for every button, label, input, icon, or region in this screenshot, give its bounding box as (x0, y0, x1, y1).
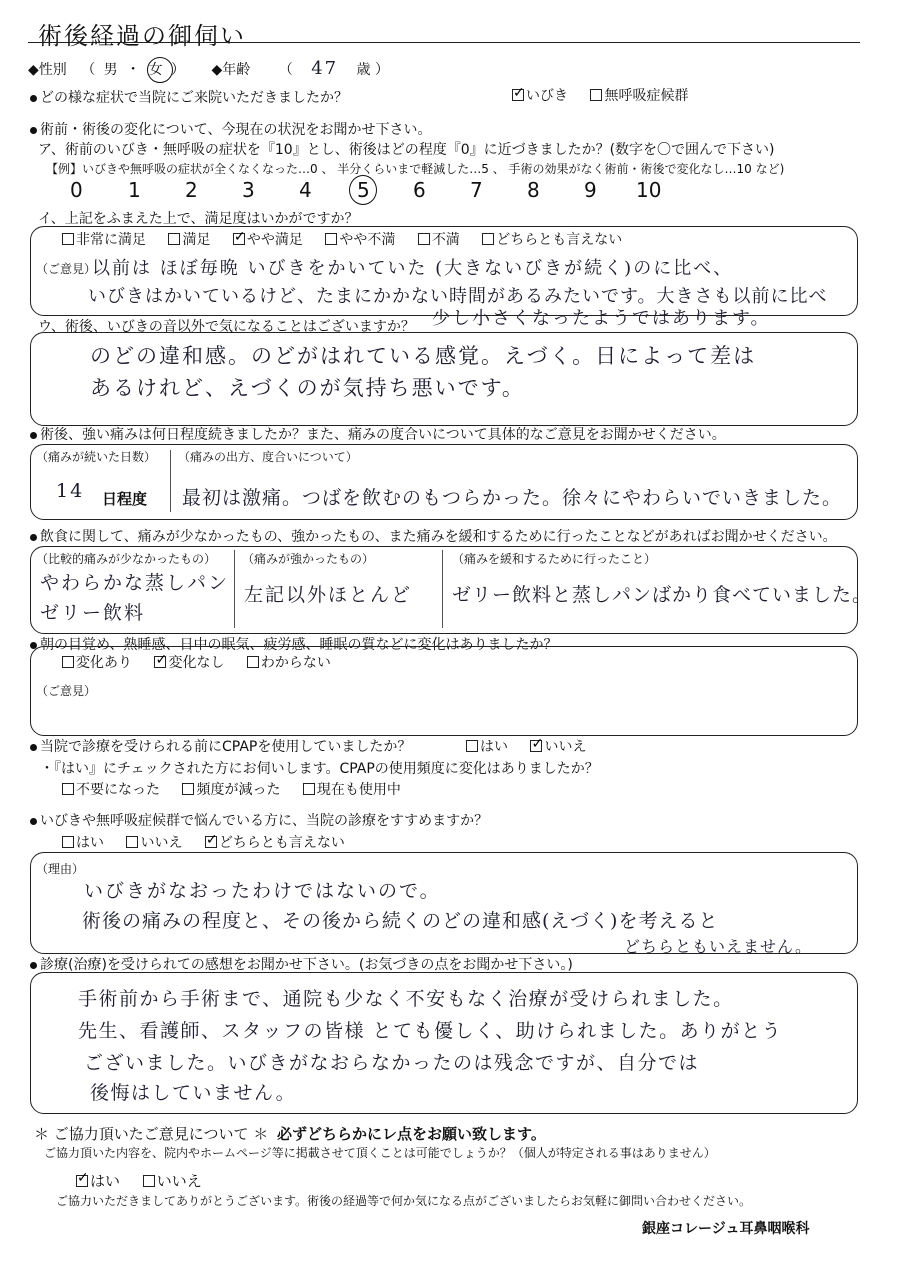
checkbox-icon (512, 89, 524, 101)
pain-days-value[interactable]: 14 (56, 480, 85, 502)
checkbox-icon (530, 740, 542, 752)
opinion-line-3[interactable]: 少し小さくなったようではあります。 (432, 308, 771, 329)
checkbox-icon (325, 233, 337, 245)
u-line-1[interactable]: のどの違和感。のどがはれている感覚。えづく。日によって差は (90, 344, 757, 368)
q8-question: 診療(治療)を受けられての感想をお聞かせ下さい。(お気づきの点をお聞かせ下さい。) (40, 957, 573, 973)
bullet-dot (30, 962, 37, 969)
impression-line-1[interactable]: 手術前から手術まで、通院も少なく不安もなく治療が受けられました。 (78, 988, 734, 1010)
bullet-dot (30, 432, 37, 439)
q2-sub-i: イ、上記をふまえた上で、満足度はいかがですか？ (38, 211, 359, 227)
age-value[interactable]: 47 (311, 58, 339, 79)
sleep-unknown[interactable]: わからない (247, 654, 331, 672)
consent-yes[interactable]: ✓はい (76, 1170, 120, 1191)
bullet-dot (30, 95, 37, 102)
satisfaction-neither[interactable]: どちらとも言えない (482, 231, 622, 249)
sex-value[interactable]: （ 男 ・ 女 ） (81, 62, 188, 78)
checkbox-icon (62, 233, 74, 245)
scale-7[interactable]: 7 (470, 178, 483, 202)
checkbox-icon (303, 783, 315, 795)
q6-options (466, 738, 604, 756)
impression-line-2[interactable]: 先生、看護師、スタッフの皆様 とても優しく、助けられました。ありがとう (78, 1020, 783, 1042)
pain-days-label: （痛みが続いた日数） (36, 450, 157, 464)
u-line-2[interactable]: あるけれど、えづくのが気持ち悪いです。 (90, 376, 525, 400)
q1-question: どの様な症状で当院にご来院いただきましたか？ (40, 90, 348, 106)
checkbox-icon (126, 836, 138, 848)
food-col1-label: （比較的痛みが少なかったもの） (36, 552, 217, 566)
scale-6[interactable]: 6 (413, 178, 426, 202)
q1-options (512, 87, 706, 105)
q7-question: いびきや無呼吸症候群で悩んでいる方に、当院の診療をすすめますか？ (40, 813, 489, 829)
consent-question: ご協力頂いた内容を、院内やホームページ等に掲載させて頂くことは可能でしょうか？（個人が特定される事はありません） (44, 1146, 716, 1160)
food-col2-value[interactable]: 左記以外ほとんど (244, 584, 413, 606)
satisfaction-satisfied[interactable]: 満足 (168, 231, 210, 249)
scale-1[interactable]: 1 (128, 178, 141, 202)
checkbox-icon (76, 1175, 88, 1187)
food-col2-label: （痛みが強かったもの） (242, 552, 375, 566)
pain-days-unit: 日程度 (102, 490, 148, 508)
food-col1-line-2[interactable]: ゼリー飲料 (40, 602, 146, 624)
scale-3[interactable]: 3 (242, 178, 255, 202)
scale-5[interactable]: 5 (357, 178, 370, 202)
profile-row (28, 60, 389, 79)
sleep-changed[interactable]: 変化あり (62, 654, 132, 672)
satisfaction-somewhat[interactable]: ✓ やや満足 (233, 231, 303, 249)
checkbox-icon (154, 656, 166, 668)
bullet-dot (30, 127, 37, 134)
q1-option-apnea[interactable]: 無呼吸症候群 (590, 87, 688, 105)
title-rule (28, 42, 860, 43)
sex-label: ◆性別 (28, 62, 67, 78)
checkbox-icon (205, 836, 217, 848)
checkbox-icon (418, 233, 430, 245)
food-col3-value[interactable]: ゼリー飲料と蒸しパンばかり食べていました。 (452, 584, 873, 606)
checkbox-icon (590, 89, 602, 101)
age-unit: 歳 ） (356, 62, 389, 78)
q2-example: 【例】いびきや無呼吸の症状が全くなくなった…0 、 半分くらいまで軽減した…5 、 手術の効果がなく術前・術後で変化なし…10 など) (46, 162, 785, 176)
impression-line-4[interactable]: 後悔はしていません。 (90, 1082, 297, 1104)
q1-option-snoring[interactable]: ✓ いびき (512, 87, 568, 105)
thanks-text: ご協力いただきましてありがとうございます。術後の経過等で何か気になる点がございましたらお気軽に御問い合わせください。 (56, 1194, 752, 1208)
divider (442, 550, 443, 628)
cpap-less-frequent[interactable]: 頻度が減った (182, 781, 280, 799)
reason-line-2[interactable]: 術後の痛みの程度と、その後から続くのどの違和感(えづく)を考えると (82, 910, 719, 932)
impression-line-3[interactable]: ございました。いびきがなおらなかったのは残念ですが、自分では (84, 1052, 700, 1074)
q6-question: 当院で診療を受けられる前にCPAPを使用していましたか？ (40, 739, 412, 755)
cpap-still-using[interactable]: 現在も使用中 (303, 781, 401, 799)
q5-options (62, 654, 349, 672)
bullet-dot (30, 534, 37, 541)
pain-detail-label: （痛みの出方、度合いについて） (178, 450, 358, 464)
opinion-line-2[interactable]: いびきはかいているけど、たまにかかない時間があるみたいです。大きさも以前に比べ (88, 286, 828, 307)
satisfaction-unsatisfied[interactable]: 不満 (418, 231, 460, 249)
q2-sub-u: ウ、術後、いびきの音以外で気になることはございますか？ (38, 319, 415, 335)
page-title: 術後経過の御伺い (38, 22, 246, 50)
scale-10[interactable]: 10 (636, 178, 662, 202)
cpap-not-needed[interactable]: 不要になった (62, 781, 160, 799)
pain-detail-value[interactable]: 最初は激痛。つばを飲むのもつらかった。徐々にやわらいでいきました。 (182, 487, 843, 509)
consent-heading-left: ＊ ご協力頂いたご意見について ＊ (34, 1125, 269, 1143)
consent-options (76, 1170, 220, 1191)
cpap-yes[interactable]: はい (466, 738, 508, 756)
bullet-dot (30, 744, 37, 751)
food-col3-label: （痛みを緩和するために行ったこと） (452, 552, 657, 566)
q7-options (62, 834, 363, 852)
recommend-yes[interactable]: はい (62, 834, 104, 852)
q6-followup: ・『はい』にチェックされた方にお伺いします。CPAPの使用頻度に変化はありましたか？ (40, 761, 599, 777)
q2-sub-a: ア、術前のいびき・無呼吸の症状を『10』とし、術後はどの程度『0』に近づきましたか？(数字を〇で囲んで下さい) (38, 142, 775, 158)
age-label: ◆年齢 (211, 62, 251, 78)
clinic-name: 銀座コレージュ耳鼻咽喉科 (642, 1221, 810, 1237)
checkbox-icon (62, 836, 74, 848)
q2-question: 術前・術後の変化について、今現在の状況をお聞かせ下さい。 (40, 122, 432, 138)
food-col1-line-1[interactable]: やわらかな蒸しパン (40, 572, 230, 594)
q5-question: 朝の目覚め、熟睡感、日中の眠気、疲労感、睡眠の質などに変化はありましたか？ (40, 637, 558, 653)
checkbox-icon (482, 233, 494, 245)
divider (234, 550, 235, 628)
scale-9[interactable]: 9 (584, 178, 597, 202)
scale-0[interactable]: 0 (70, 178, 83, 202)
reason-label: （理由） (36, 862, 85, 876)
q3-question: 術後、強い痛みは何日程度続きましたか？また、痛みの度合いについて具体的なご意見をお聞かせください。 (40, 427, 726, 443)
consent-no[interactable]: いいえ (143, 1170, 202, 1191)
reason-line-3[interactable]: どちらともいえません。 (624, 937, 812, 956)
sleep-opinion-label: （ご意見） (36, 684, 97, 698)
q6-followup-options (62, 781, 419, 799)
satisfaction-slightly-unsatisfied[interactable]: やや不満 (325, 231, 395, 249)
checkbox-icon (182, 783, 194, 795)
checkbox-icon (466, 740, 478, 752)
checkbox-icon (168, 233, 180, 245)
cpap-no[interactable]: ✓ いいえ (530, 738, 586, 756)
reason-line-1[interactable]: いびきがなおったわけではないので。 (84, 880, 441, 902)
satisfaction-very[interactable]: 非常に満足 (62, 231, 146, 249)
checkbox-icon (62, 656, 74, 668)
female-circle (147, 57, 173, 83)
satisfaction-options (62, 231, 640, 249)
opinion-line-1[interactable]: 以前は ほぼ毎晩 いびきをかいていた (大きないびきが続く)のに比べ、 (92, 258, 734, 279)
consent-heading (34, 1123, 546, 1144)
q4-question: 飲食に関して、痛みが少なかったもの、強かったもの、また痛みを緩和するために行ったことなどがあればお聞かせください。 (40, 529, 837, 545)
checkbox-icon (62, 783, 74, 795)
checkbox-icon (233, 233, 245, 245)
scale-4[interactable]: 4 (299, 178, 312, 202)
divider (170, 450, 171, 512)
scale-selected-circle (349, 175, 377, 205)
scale-8[interactable]: 8 (527, 178, 540, 202)
checkbox-icon (143, 1175, 155, 1187)
bullet-dot (30, 818, 37, 825)
checkbox-icon (247, 656, 259, 668)
sleep-no-change[interactable]: ✓ 変化なし (154, 654, 224, 672)
age-open: （ (278, 62, 293, 78)
opinion-label: （ご意見） (36, 262, 97, 276)
recommend-neither[interactable]: ✓ どちらとも言えない (205, 834, 345, 852)
scale-2[interactable]: 2 (185, 178, 198, 202)
recommend-no[interactable]: いいえ (126, 834, 182, 852)
consent-heading-right: 必ずどちらかにレ点をお願い致します。 (277, 1125, 546, 1143)
